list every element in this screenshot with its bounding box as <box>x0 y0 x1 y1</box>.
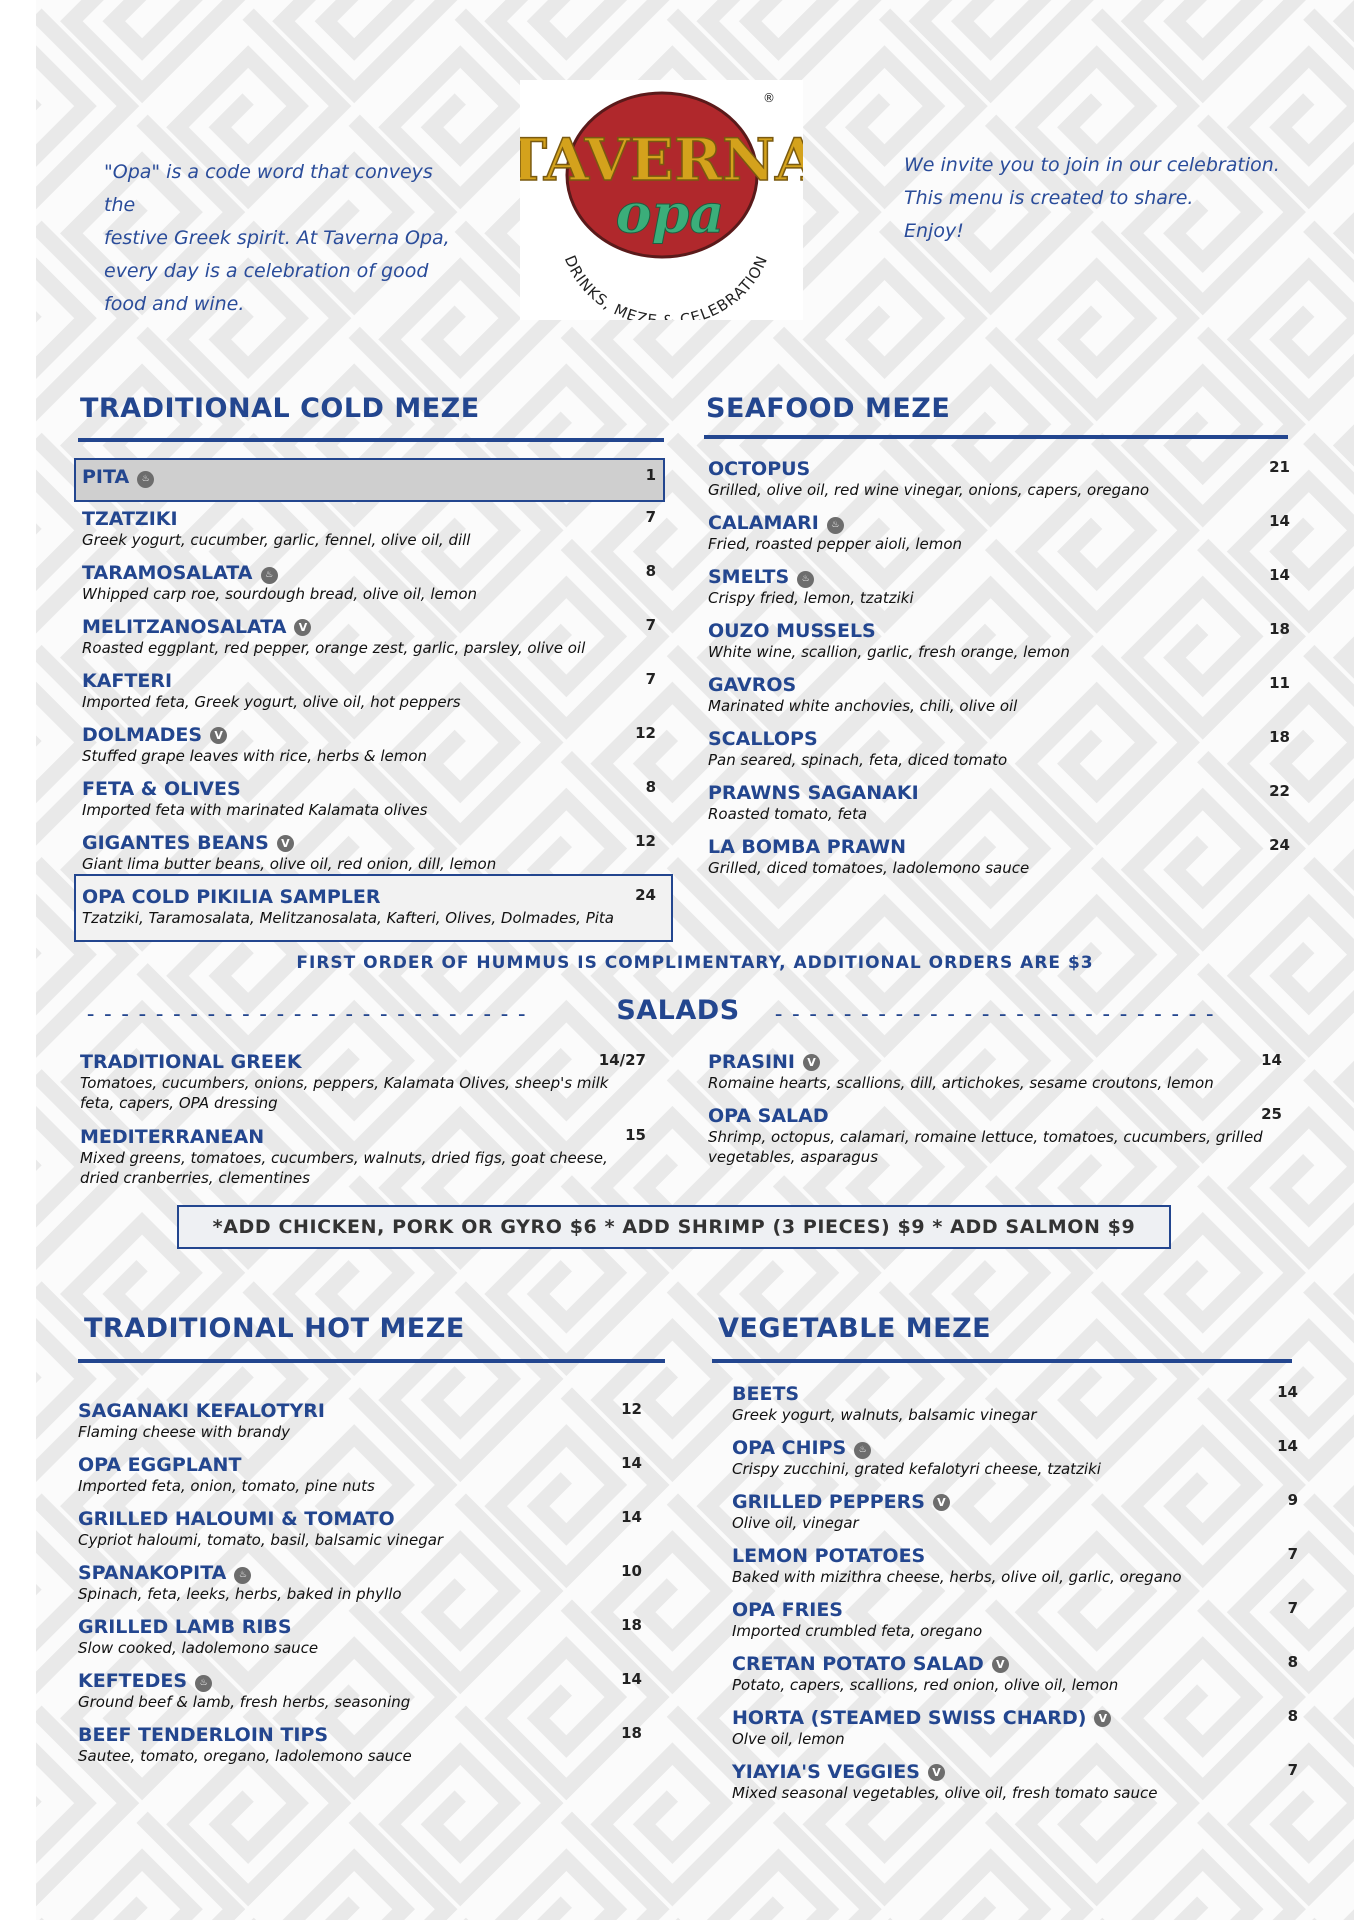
item-price: 15 <box>625 1126 646 1144</box>
item-description: Fried, roasted pepper aioli, lemon <box>708 535 963 553</box>
item-description: Olve oil, lemon <box>732 1730 845 1748</box>
menu-item <box>82 466 656 488</box>
item-name: GRILLED PEPPERS <box>732 1491 925 1513</box>
vegan-icon: V <box>803 1054 820 1071</box>
item-name: SPANAKOPITA <box>78 1562 227 1584</box>
item-price: 10 <box>621 1562 642 1580</box>
item-description: Imported feta with marinated Kalamata olives <box>82 801 428 819</box>
item-description: Stuffed grape leaves with rice, herbs & lemon <box>82 747 428 765</box>
menu-item <box>732 1383 1298 1425</box>
item-price: 7 <box>1287 1761 1298 1779</box>
item-name: DOLMADES <box>82 724 203 746</box>
item-description: Shrimp, octopus, calamari, romaine lettuce, tomatoes, cucumbers, grilled vegetables, asparagus <box>708 1128 1263 1166</box>
item-description: Imported feta, Greek yogurt, olive oil, hot peppers <box>82 693 461 711</box>
hummus-note: FIRST ORDER OF HUMMUS IS COMPLIMENTARY, ADDITIONAL ORDERS ARE $3 <box>296 953 1094 973</box>
menu-page <box>36 0 1354 1920</box>
menu-item <box>732 1437 1298 1479</box>
item-name: YIAYIA'S VEGGIES <box>732 1761 920 1783</box>
svg-text:opa: opa <box>615 181 725 245</box>
item-name: OPA FRIES <box>732 1599 843 1621</box>
item-name: LA BOMBA PRAWN <box>708 836 907 858</box>
item-name: PRASINI <box>708 1051 795 1073</box>
item-name: KAFTERI <box>82 670 173 692</box>
item-name: OUZO MUSSELS <box>708 620 876 642</box>
item-description: Pan seared, spinach, feta, diced tomato <box>708 751 1008 769</box>
menu-item <box>708 674 1290 716</box>
item-description: Mixed seasonal vegetables, olive oil, fresh tomato sauce <box>732 1784 1158 1802</box>
item-price: 8 <box>1287 1653 1298 1671</box>
item-price: 1 <box>645 466 656 484</box>
item-price: 18 <box>1269 620 1290 638</box>
item-name: CRETAN POTATO SALAD <box>732 1653 984 1675</box>
item-name: SCALLOPS <box>708 728 818 750</box>
item-name: BEEF TENDERLOIN TIPS <box>78 1724 329 1746</box>
item-name: TZATZIKI <box>82 508 178 530</box>
menu-item <box>78 1508 642 1550</box>
menu-item <box>82 724 656 766</box>
item-name: GAVROS <box>708 674 797 696</box>
item-price: 22 <box>1269 782 1290 800</box>
menu-item <box>708 836 1290 878</box>
item-description: Cypriot haloumi, tomato, basil, balsamic vinegar <box>78 1531 444 1549</box>
item-description: Ground beef & lamb, fresh herbs, seasoning <box>78 1693 411 1711</box>
gluten-free-icon: ♨ <box>261 567 278 584</box>
item-description: Tzatziki, Taramosalata, Melitzanosalata, Kafteri, Olives, Dolmades, Pita <box>82 909 614 927</box>
hot-meze-rule <box>78 1359 665 1363</box>
vegan-icon: V <box>933 1494 950 1511</box>
menu-item <box>78 1670 642 1712</box>
menu-item <box>708 728 1290 770</box>
menu-item <box>78 1454 642 1496</box>
item-description: Romaine hearts, scallions, dill, artichokes, sesame croutons, lemon <box>708 1074 1214 1092</box>
item-price: 8 <box>645 778 656 796</box>
item-description: Whipped carp roe, sourdough bread, olive oil, lemon <box>82 585 478 603</box>
item-price: 7 <box>645 508 656 526</box>
item-description: Imported feta, onion, tomato, pine nuts <box>78 1477 375 1495</box>
item-name: SAGANAKI KEFALOTYRI <box>78 1400 325 1422</box>
menu-item <box>708 1105 1282 1167</box>
item-name: TRADITIONAL GREEK <box>80 1051 302 1073</box>
menu-item <box>82 670 656 712</box>
item-name: OPA SALAD <box>708 1105 829 1127</box>
item-name: OPA CHIPS <box>732 1437 847 1459</box>
gluten-free-icon: ♨ <box>854 1442 871 1459</box>
item-price: 14 <box>621 1508 642 1526</box>
item-price: 18 <box>621 1724 642 1742</box>
menu-item <box>732 1653 1298 1695</box>
item-price: 14/27 <box>598 1051 646 1069</box>
item-name: OPA EGGPLANT <box>78 1454 242 1476</box>
menu-item <box>78 1724 642 1766</box>
gluten-free-icon: ♨ <box>137 471 154 488</box>
item-name: PITA <box>82 466 130 488</box>
item-price: 9 <box>1287 1491 1298 1509</box>
svg-text:DRINKS, MEZE & CELEBRATION: DRINKS, MEZ CELEBRATION <box>560 252 772 320</box>
item-price: 12 <box>635 724 656 742</box>
item-price: 7 <box>1287 1545 1298 1563</box>
item-description: Giant lima butter beans, olive oil, red onion, dill, lemon <box>82 855 497 873</box>
item-description: Grilled, olive oil, red wine vinegar, onions, capers, oregano <box>708 481 1150 499</box>
vegan-icon: V <box>992 1656 1009 1673</box>
item-name: MEDITERRANEAN <box>80 1126 265 1148</box>
item-price: 24 <box>635 886 656 904</box>
item-name: MELITZANOSALATA <box>82 616 287 638</box>
cold-meze-title: TRADITIONAL COLD MEZE <box>80 393 480 424</box>
item-price: 11 <box>1269 674 1290 692</box>
item-price: 14 <box>1277 1437 1298 1455</box>
item-name: BEETS <box>732 1383 800 1405</box>
item-description: Crispy fried, lemon, tzatziki <box>708 589 914 607</box>
item-name: GRILLED LAMB RIBS <box>78 1616 292 1638</box>
item-price: 14 <box>1269 512 1290 530</box>
gluten-free-icon: ♨ <box>827 517 844 534</box>
gluten-free-icon: ♨ <box>195 1675 212 1692</box>
menu-item <box>78 1562 642 1604</box>
item-description: Baked with mizithra cheese, herbs, olive oil, garlic, oregano <box>732 1568 1182 1586</box>
item-price: 25 <box>1261 1105 1282 1123</box>
item-price: 14 <box>621 1670 642 1688</box>
cold-meze-rule <box>78 438 664 442</box>
seafood-meze-rule <box>704 435 1288 439</box>
item-price: 21 <box>1269 458 1290 476</box>
item-price: 7 <box>645 616 656 634</box>
menu-item <box>80 1126 646 1188</box>
item-description: Sautee, tomato, oregano, ladolemono sauce <box>78 1747 412 1765</box>
item-price: 14 <box>1269 566 1290 584</box>
taverna-opa-logo <box>520 80 803 320</box>
menu-item <box>82 616 656 658</box>
salads-title: SALADS <box>616 995 740 1026</box>
item-price: 8 <box>1287 1707 1298 1725</box>
menu-item <box>708 512 1290 554</box>
menu-item <box>82 832 656 874</box>
item-description: Mixed greens, tomatoes, cucumbers, walnuts, dried figs, goat cheese, dried cranberries, clementines <box>80 1149 608 1187</box>
salads-right-dashes: -------------------------- <box>772 1002 1221 1027</box>
menu-item <box>82 886 656 928</box>
menu-item <box>80 1051 646 1113</box>
menu-item <box>78 1616 642 1658</box>
item-name: OPA COLD PIKILIA SAMPLER <box>82 886 381 908</box>
item-name: PRAWNS SAGANAKI <box>708 782 919 804</box>
menu-item <box>732 1545 1298 1587</box>
menu-item <box>732 1707 1298 1749</box>
item-name: GIGANTES BEANS <box>82 832 269 854</box>
svg-text:TAVERNA: TAVERNA <box>520 126 803 194</box>
item-name: HORTA (STEAMED SWISS CHARD) <box>732 1707 1087 1729</box>
item-price: 18 <box>1269 728 1290 746</box>
vegan-icon: V <box>1094 1710 1111 1727</box>
item-description: Grilled, diced tomatoes, ladolemono sauce <box>708 859 1030 877</box>
item-description: Flaming cheese with brandy <box>78 1423 290 1441</box>
menu-item <box>708 1051 1282 1093</box>
item-name: SMELTS <box>708 566 790 588</box>
menu-item <box>708 566 1290 608</box>
vegan-icon: V <box>294 619 311 636</box>
item-name: LEMON POTATOES <box>732 1545 926 1567</box>
menu-item <box>708 620 1290 662</box>
menu-item <box>82 508 656 550</box>
item-name: CALAMARI <box>708 512 819 534</box>
item-description: White wine, scallion, garlic, fresh orange, lemon <box>708 643 1070 661</box>
menu-item <box>82 778 656 820</box>
menu-item <box>708 458 1290 500</box>
item-price: 14 <box>1277 1383 1298 1401</box>
gluten-free-icon: ♨ <box>797 571 814 588</box>
menu-item <box>78 1400 642 1442</box>
item-name: KEFTEDES <box>78 1670 188 1692</box>
item-description: Potato, capers, scallions, red onion, olive oil, lemon <box>732 1676 1119 1694</box>
item-description: Marinated white anchovies, chili, olive oil <box>708 697 1018 715</box>
menu-item <box>82 562 656 604</box>
item-price: 14 <box>1261 1051 1282 1069</box>
hot-meze-title: TRADITIONAL HOT MEZE <box>84 1313 465 1344</box>
item-name: OCTOPUS <box>708 458 811 480</box>
item-description: Greek yogurt, cucumber, garlic, fennel, olive oil, dill <box>82 531 471 549</box>
item-price: 18 <box>621 1616 642 1634</box>
vegetable-meze-title: VEGETABLE MEZE <box>718 1313 992 1344</box>
item-price: 8 <box>645 562 656 580</box>
menu-item <box>732 1761 1298 1803</box>
menu-item <box>708 782 1290 824</box>
vegan-icon: V <box>277 835 294 852</box>
add-protein-banner: *ADD CHICKEN, PORK OR GYRO $6 * ADD SHRIMP (3 PIECES) $9 * ADD SALMON $9 <box>177 1205 1171 1249</box>
item-name: FETA & OLIVES <box>82 778 241 800</box>
item-description: Spinach, feta, leeks, herbs, baked in phyllo <box>78 1585 402 1603</box>
item-price: 12 <box>635 832 656 850</box>
gluten-free-icon: ♨ <box>234 1567 251 1584</box>
item-description: Roasted eggplant, red pepper, orange zest, garlic, parsley, olive oil <box>82 639 586 657</box>
item-description: Tomatoes, cucumbers, onions, peppers, Kalamata Olives, sheep's milk feta, capers, OPA dressing <box>80 1074 609 1112</box>
item-description: Greek yogurt, walnuts, balsamic vinegar <box>732 1406 1037 1424</box>
item-description: Olive oil, vinegar <box>732 1514 859 1532</box>
item-price: 14 <box>621 1454 642 1472</box>
item-description: Imported crumbled feta, oregano <box>732 1622 983 1640</box>
menu-item <box>732 1599 1298 1641</box>
svg-text:®: ® <box>763 91 775 105</box>
item-description: Slow cooked, ladolemono sauce <box>78 1639 319 1657</box>
item-name: GRILLED HALOUMI & TOMATO <box>78 1508 395 1530</box>
salads-left-dashes: -------------------------- <box>84 1002 533 1027</box>
vegan-icon: V <box>210 727 227 744</box>
item-price: 7 <box>645 670 656 688</box>
vegan-icon: V <box>928 1764 945 1781</box>
vegetable-meze-rule <box>712 1359 1292 1363</box>
item-price: 12 <box>621 1400 642 1418</box>
item-name: TARAMOSALATA <box>82 562 253 584</box>
seafood-meze-title: SEAFOOD MEZE <box>706 393 951 424</box>
item-price: 7 <box>1287 1599 1298 1617</box>
item-price: 24 <box>1269 836 1290 854</box>
item-description: Roasted tomato, feta <box>708 805 868 823</box>
intro-left: "Opa" is a code word that conveys the festive Greek spirit. At Taverna Opa, every day is a celebration of good food and wine. <box>104 161 450 315</box>
item-description: Crispy zucchini, grated kefalotyri cheese, tzatziki <box>732 1460 1101 1478</box>
intro-right: We invite you to join in our celebration. This menu is created to share. Enjoy! <box>904 154 1280 242</box>
menu-item <box>732 1491 1298 1533</box>
